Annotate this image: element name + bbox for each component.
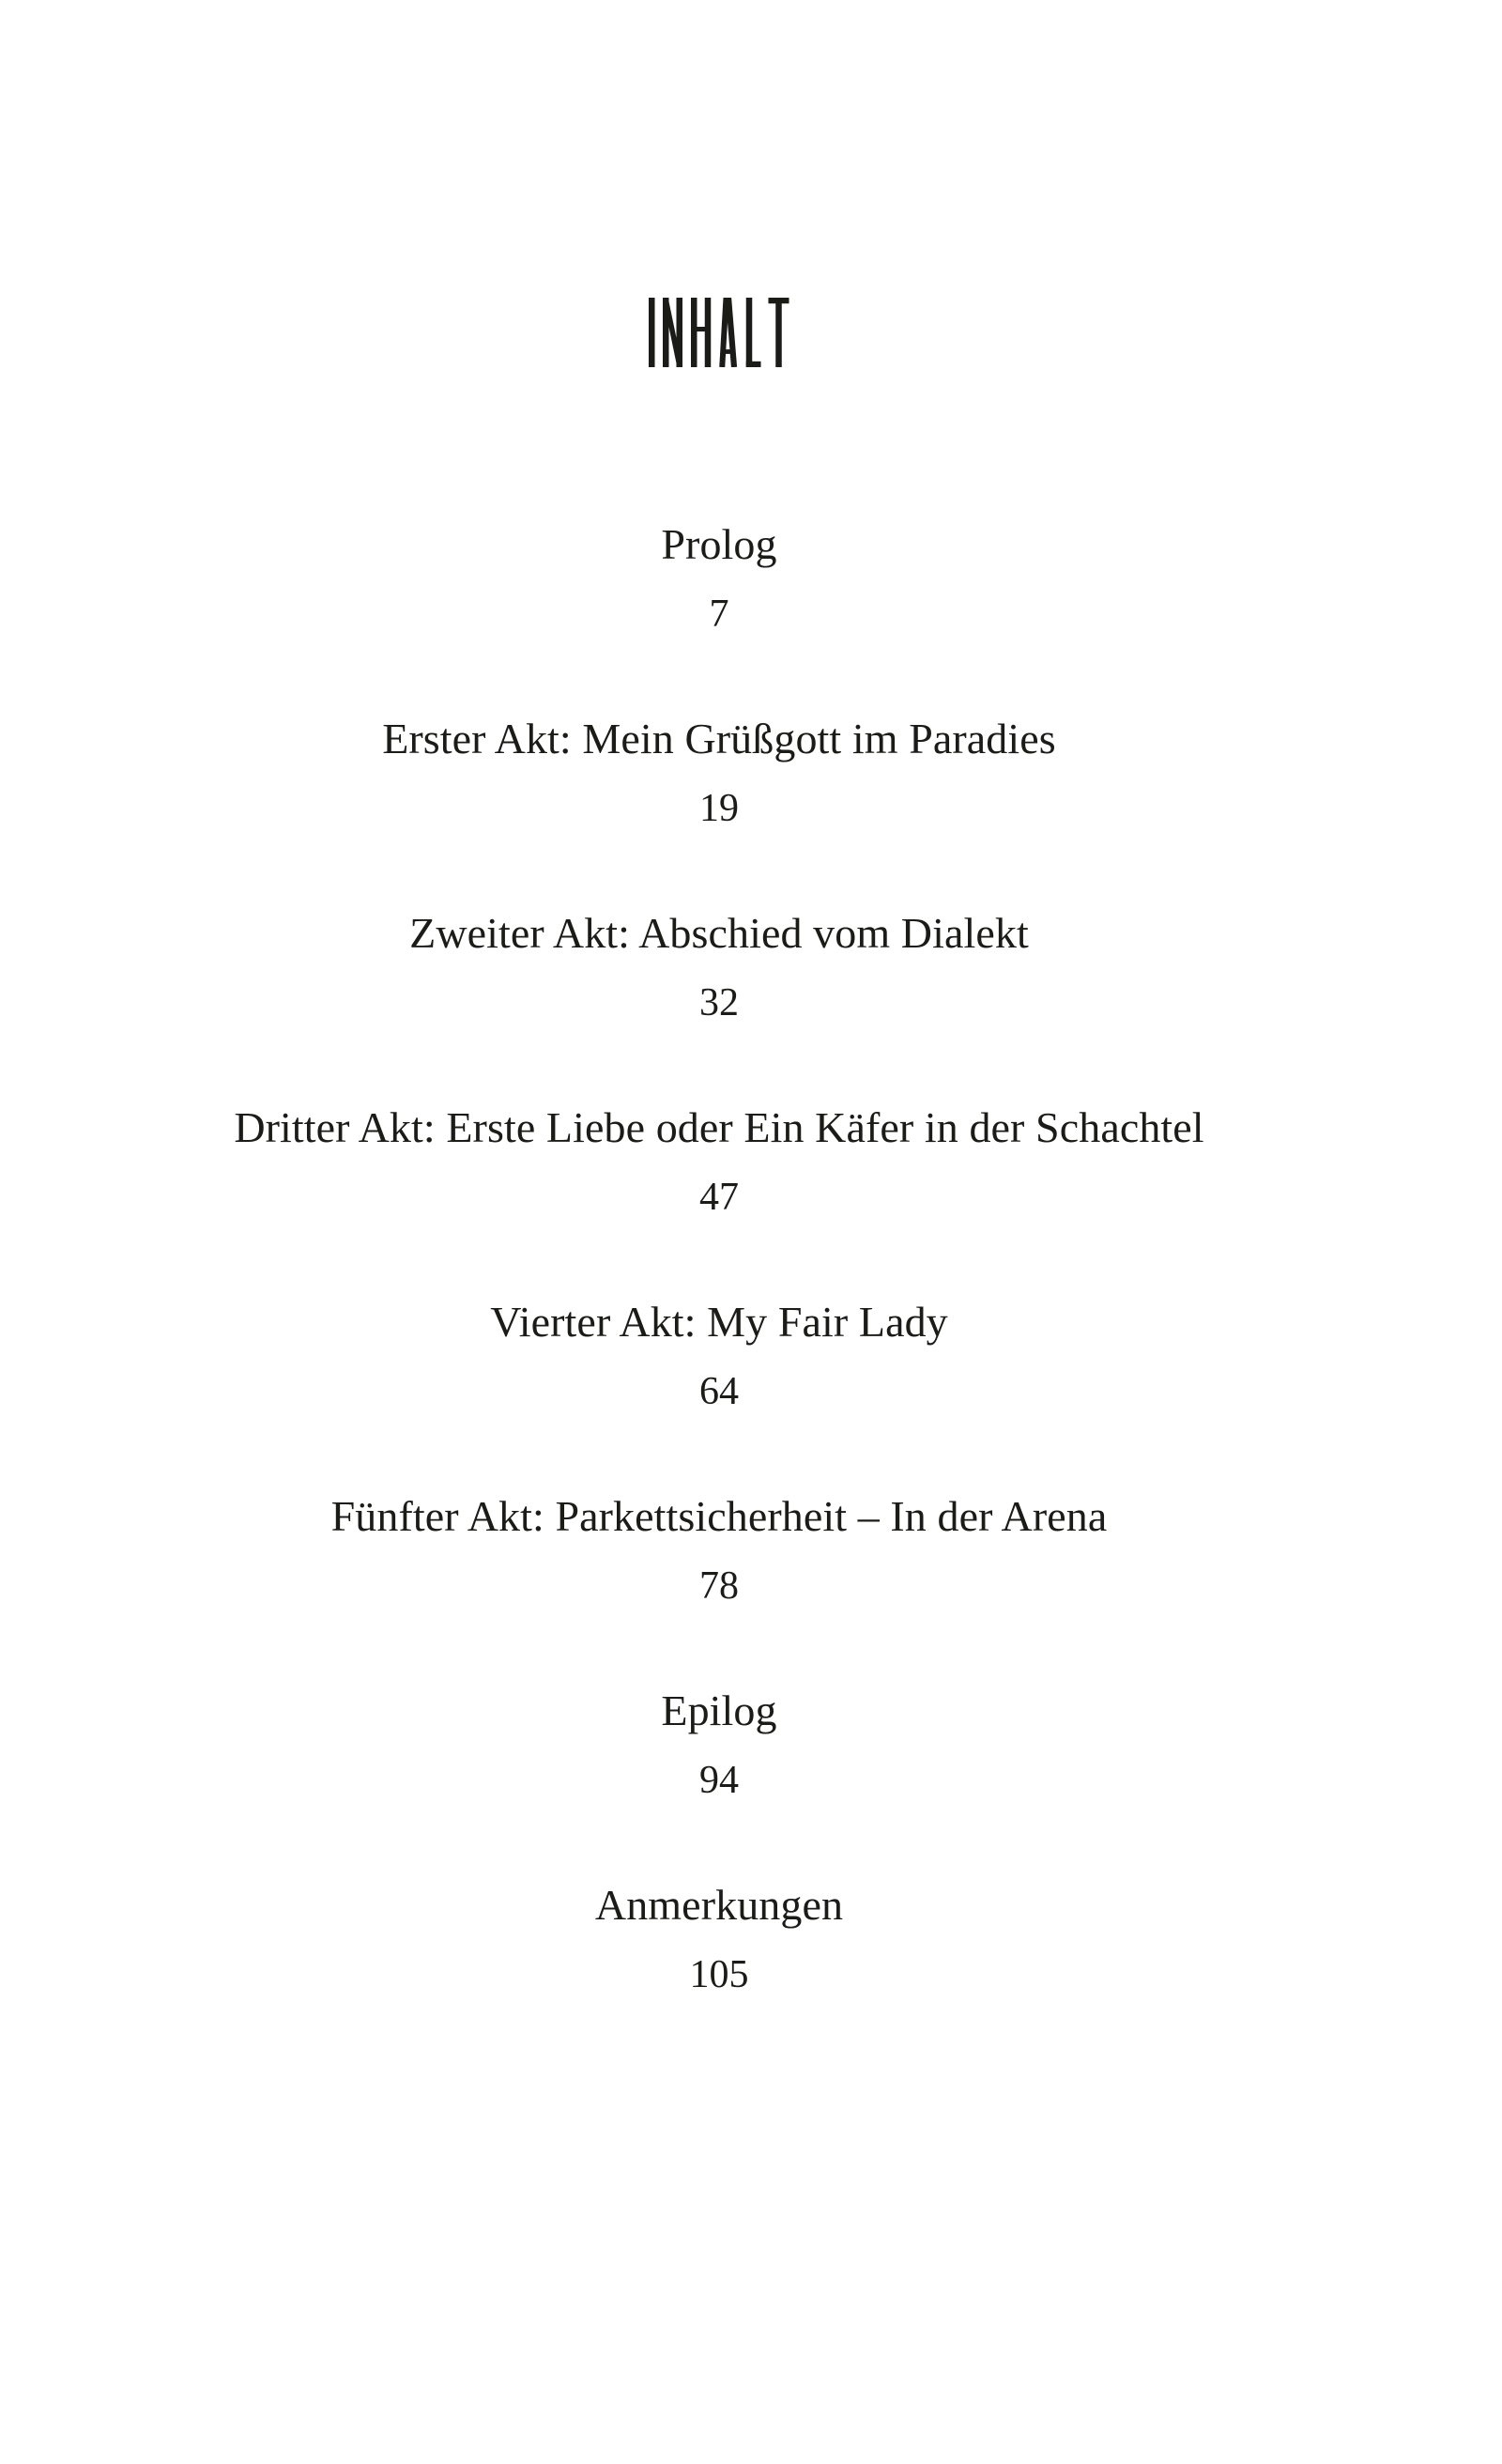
entry-page-number: 32 [699, 981, 739, 1024]
toc-entry [0, 1492, 1438, 1608]
entry-page-number: 78 [699, 1564, 739, 1608]
entry-page-number: 64 [699, 1370, 739, 1413]
entry-page-number: 19 [699, 787, 739, 830]
entry-page-number: 7 [709, 593, 729, 636]
toc-entry [0, 717, 1438, 828]
entry-title: Vierter Akt: My Fair Lady [490, 1298, 948, 1346]
toc-entry [0, 1881, 1438, 1996]
toc-entry [0, 1298, 1438, 1413]
entry-title: Fünfter Akt: Parkettsicherheit – In der Arena [330, 1492, 1108, 1540]
entry-title: Epilog [661, 1686, 777, 1734]
entry-title: Anmerkungen [594, 1881, 844, 1929]
toc-entry [0, 1103, 1438, 1219]
table-of-contents [0, 520, 1438, 1996]
entry-title: Dritter Akt: Erste Liebe oder Ein Käfer in der Schachtel [234, 1103, 1204, 1151]
toc-entry [0, 1686, 1438, 1802]
entry-title: Erster Akt: Mein Grüßgott im Paradies [382, 715, 1056, 762]
toc-entry [0, 909, 1438, 1024]
entry-title: Prolog [661, 520, 777, 568]
entry-page-number: 105 [689, 1953, 749, 1996]
entry-title: Zweiter Akt: Abschied vom Dialekt [409, 909, 1029, 957]
contents-heading [0, 0, 1438, 367]
toc-entry [0, 520, 1438, 636]
inhalt-title-lettering [649, 298, 789, 367]
entry-page-number: 47 [699, 1176, 739, 1219]
entry-page-number: 94 [699, 1759, 739, 1802]
